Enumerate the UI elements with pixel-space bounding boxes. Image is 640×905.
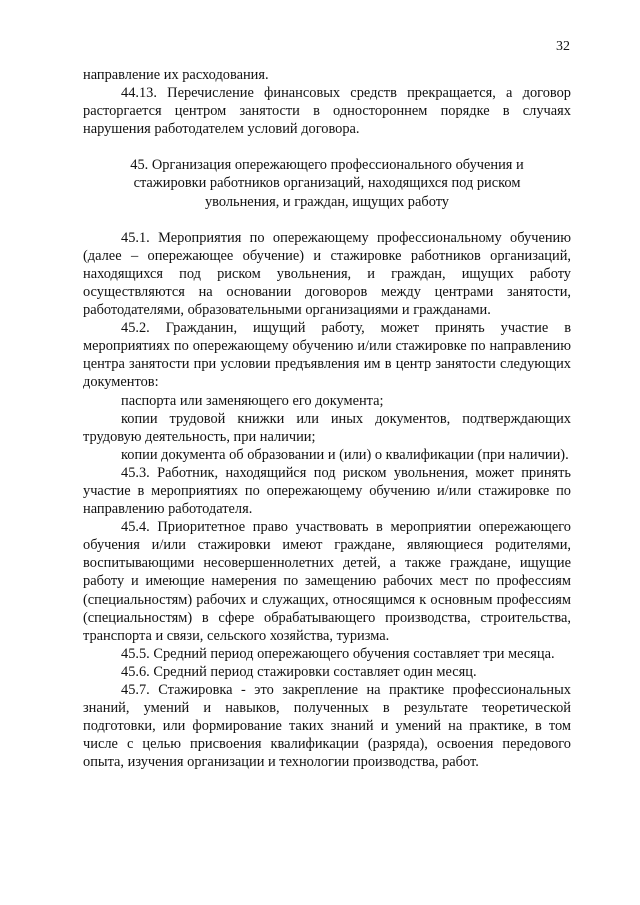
document-list-item: копии документа об образовании и (или) о квалификации (при наличии). [121,446,569,463]
section-title: 45. Организация опережающего профессионального обучения и стажировки работников организаций, находящихся под риском увольнения, и граждан, ищущих работу [130,157,524,210]
paragraph-44-13: 44.13. Перечисление финансовых средств прекращается, а договор расторгается центром занятости в одностороннем порядке в случаях нарушения работодателем условий договора. [83,85,571,138]
page-number: 32 [556,39,570,54]
paragraph-45-3: 45.3. Работник, находящийся под риском увольнения, может принять участие в мероприятиях по опережающему обучению и/или стажировке по направлению работодателя. [83,464,571,518]
paragraph-continuation: направление их расходования. [83,67,269,83]
document-body [83,66,571,771]
document-list-item: копии трудовой книжки или иных документов, подтверждающих трудовую деятельность, при наличии; [83,410,571,445]
paragraph-45-5: 45.5. Средний период опережающего обучения составляет три месяца. [121,645,555,662]
paragraph-45-7: 45.7. Стажировка - это закрепление на практике профессиональных знаний, умений и навыков, полученных в результате теоретической подготовки, или формирование таких знаний и умений на практике, в том числе с целью присвоения квалификации (разряда), освоения передового опыта, изучения организации и технологии производства, работ. [83,682,571,771]
paragraph-45-4: 45.4. Приоритетное право участвовать в мероприятии опережающего обучения и/или стажировки имеют граждане, являющиеся родителями, воспитывающими несовершеннолетних детей, а также граждане, ищущие работу и имеющие намерения по замещению рабочих мест по профессиям (специальностям) рабочих и служащих, относящимся к основным профессиям (специальностям) в сфере обрабатывающего производства, строительства, транспорта и связи, сельского хозяйства, туризма. [83,519,571,644]
document-list-item: паспорта или заменяющего его документа; [121,392,384,409]
paragraph-45-2: 45.2. Гражданин, ищущий работу, может принять участие в мероприятиях по опережающему обучению и/или стажировке по направлению центра занятости при условии предъявления им в центр занятости следующих документов: [83,320,571,391]
paragraph-45-6: 45.6. Средний период стажировки составляет один месяц. [121,663,477,680]
paragraph-45-1: 45.1. Мероприятия по опережающему профессиональному обучению (далее – опережающее обучение) и стажировке работников организаций, находящихся под риском увольнения, и граждан, ищущих работу осуществляются на основании договоров между центрами занятости, работодателями, образовательными организациями и гражданами. [83,229,571,319]
